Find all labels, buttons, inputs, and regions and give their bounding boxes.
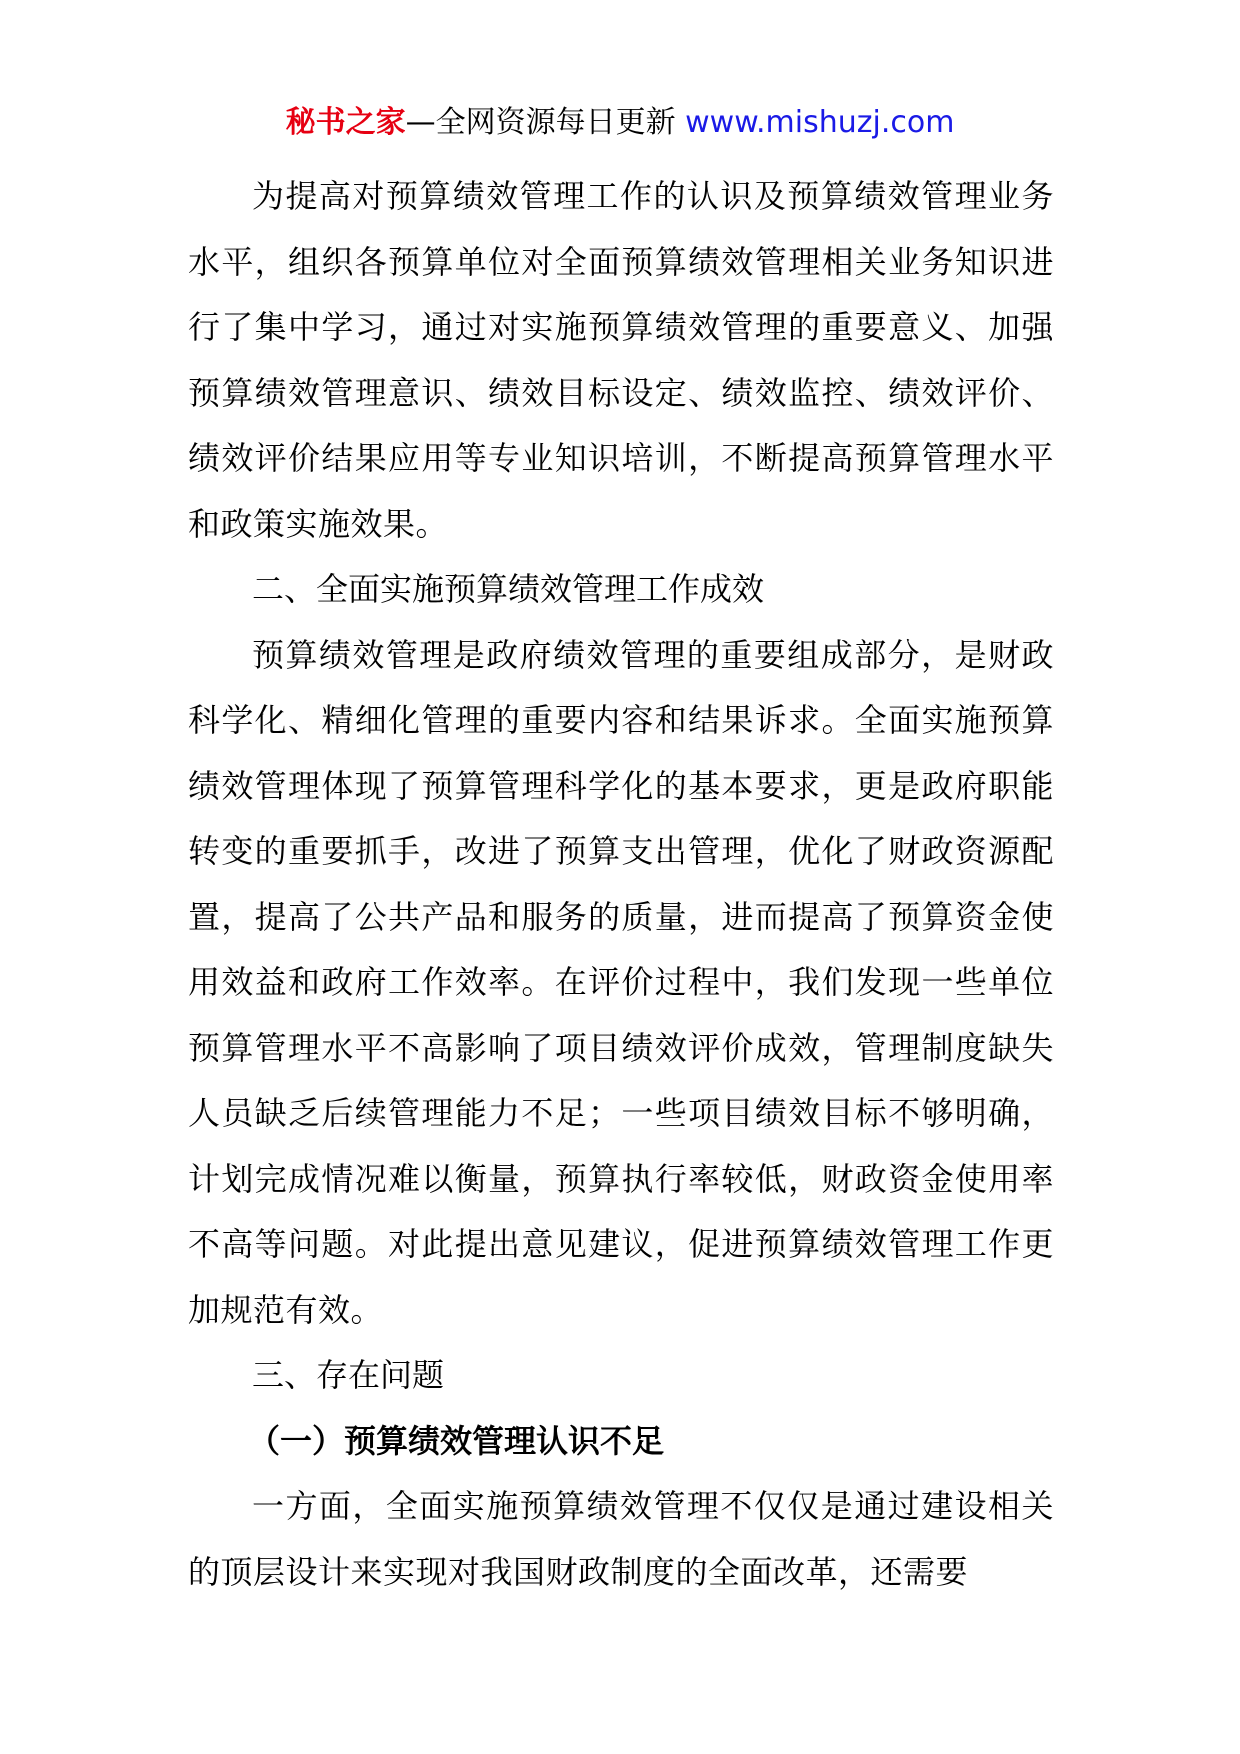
- document-body: [188, 164, 1054, 1605]
- section-heading-results: 二、全面实施预算绩效管理工作成效: [252, 570, 765, 608]
- site-tagline: —全网资源每日更新: [405, 105, 676, 140]
- paragraph-results: 预算绩效管理是政府绩效管理的重要组成部分，是财政科学化、精细化管理的重要内容和结果诉求。全面实施预算绩效管理体现了预算管理科学化的基本要求，更是政府职能转变的重要抓手，改进了预算支出管理，优化了财政资源配置，提高了公共产品和服务的质量，进而提高了预算资金使用效益和政府工作效率。在评价过程中，我们发现一些单位预算管理水平不高影响了项目绩效评价成效，管理制度缺失人员缺乏后续管理能力不足；一些项目绩效目标不够明确，计划完成情况难以衡量，预算执行率较低，财政资金使用率不高等问题。对此提出意见建议，促进预算绩效管理工作更加规范有效。: [188, 635, 1054, 1329]
- section-heading-problems: 三、存在问题: [252, 1356, 445, 1394]
- site-brand: 秘书之家: [285, 105, 406, 140]
- paragraph-training: 为提高对预算绩效管理工作的认识及预算绩效管理业务水平，组织各预算单位对全面预算绩效管理相关业务知识进行了集中学习，通过对实施预算绩效管理的重要意义、加强预算绩效管理意识、绩效目标设定、绩效监控、绩效评价、绩效评价结果应用等专业知识培训，不断提高预算管理水平和政策实施效果。: [188, 177, 1054, 543]
- site-url-link[interactable]: www.mishuzj.com: [685, 105, 955, 140]
- paragraph-awareness: 一方面，全面实施预算绩效管理不仅仅是通过建设相关的顶层设计来实现对我国财政制度的全面改革，还需要: [188, 1487, 1054, 1591]
- site-header: [0, 100, 1240, 146]
- subsection-heading-awareness: （一）预算绩效管理认识不足: [248, 1421, 665, 1460]
